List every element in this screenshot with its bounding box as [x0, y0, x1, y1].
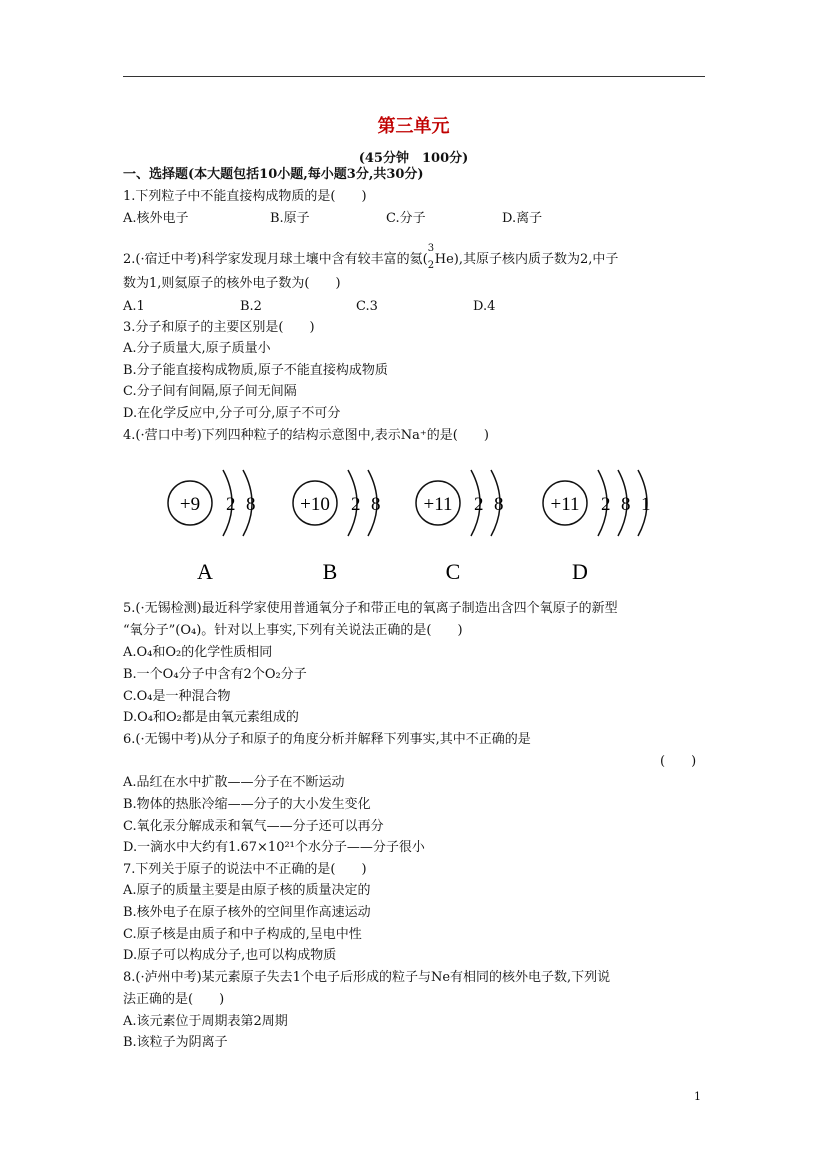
q6-option-c: C.氧化汞分解成汞和氧气——分子还可以再分 [123, 819, 384, 834]
isotope-mass: 3 [427, 243, 435, 254]
q2-option-b: B.2 [240, 299, 262, 314]
isotope-notation [427, 243, 454, 271]
diagram-label: D [572, 559, 588, 584]
q8-option-a: A.该元素位于周期表第2周期 [123, 1014, 288, 1029]
q6-option-d: D.一滴水中大约有1.67×10²¹个水分子——分子很小 [123, 840, 425, 855]
atomic-structure-diagrams [160, 448, 680, 588]
q8-stem-line2: 法正确的是( ) [123, 992, 225, 1007]
q4-stem: 4.(·营口中考)下列四种粒子的结构示意图中,表示Na⁺的是( ) [123, 428, 489, 443]
shell-electron-count: 2 [351, 494, 361, 515]
shell-electron-count: 2 [226, 494, 236, 515]
q5-option-b: B.一个O₄分子中含有2个O₂分子 [123, 667, 307, 682]
q2-stem-part2: ),其原子核内质子数为2,中子 [453, 252, 619, 267]
isotope-symbol: He [434, 252, 454, 267]
q8-option-b: B.该粒子为阴离子 [123, 1035, 228, 1050]
q2-stem-part1: 2.(·宿迁中考)科学家发现月球土壤中含有较丰富的氦( [123, 252, 428, 267]
nucleus-charge: +11 [423, 494, 453, 515]
nucleus-charge: +10 [300, 494, 330, 515]
header-rule [123, 76, 705, 77]
shell-electron-count: 2 [474, 494, 484, 515]
diagram-label: A [197, 559, 213, 584]
q1-stem: 1.下列粒子中不能直接构成物质的是( ) [123, 189, 367, 204]
shell-electron-count: 8 [621, 494, 631, 515]
page-subtitle: (45分钟 100分) [358, 151, 469, 166]
q5-option-c: C.O₄是一种混合物 [123, 689, 231, 704]
q7-option-a: A.原子的质量主要是由原子核的质量决定的 [123, 883, 371, 898]
q3-stem: 3.分子和原子的主要区别是( ) [123, 320, 315, 335]
nucleus-charge: +9 [179, 494, 201, 515]
page-number: 1 [694, 1090, 701, 1103]
q1-option-d: D.离子 [502, 211, 543, 226]
q7-option-b: B.核外电子在原子核外的空间里作高速运动 [123, 905, 371, 920]
q6-option-a: A.品红在水中扩散——分子在不断运动 [123, 775, 345, 790]
q5-stem-line1: 5.(·无锡检测)最近科学家使用普通氧分子和带正电的氧离子制造出含四个氧原子的新型 [123, 601, 618, 616]
shell-electron-count: 8 [246, 494, 256, 515]
diagram-label: B [322, 559, 338, 584]
structure-diagram-d [543, 470, 651, 584]
structure-diagram-svg [160, 448, 680, 588]
q1-option-c: C.分子 [386, 211, 426, 226]
q2-option-d: D.4 [473, 299, 496, 314]
q5-stem-line2: “氧分子”(O₄)。针对以上事实,下列有关说法正确的是( ) [123, 623, 463, 638]
structure-diagram-b [293, 470, 381, 584]
q1-option-b: B.原子 [270, 211, 310, 226]
q1-option-a: A.核外电子 [123, 211, 189, 226]
shell-electron-count: 8 [371, 494, 381, 515]
q5-option-a: A.O₄和O₂的化学性质相同 [123, 645, 273, 660]
q7-stem: 7.下列关于原子的说法中不正确的是( ) [123, 862, 367, 877]
q2-option-a: A.1 [123, 299, 145, 314]
shell-electron-count: 1 [641, 494, 651, 515]
q7-option-c: C.原子核是由质子和中子构成的,呈电中性 [123, 927, 362, 942]
shell-electron-count: 2 [601, 494, 611, 515]
q6-option-b: B.物体的热胀冷缩——分子的大小发生变化 [123, 797, 371, 812]
diagram-label: C [445, 559, 461, 584]
q3-option-a: A.分子质量大,原子质量小 [123, 341, 271, 356]
page-title: 第三单元 [377, 116, 450, 137]
q6-answer-paren: ( ) [660, 754, 697, 769]
q2-stem-line2: 数为1,则氦原子的核外电子数为( ) [123, 276, 341, 291]
q3-option-b: B.分子能直接构成物质,原子不能直接构成物质 [123, 363, 388, 378]
q8-stem-line1: 8.(·泸州中考)某元素原子失去1个电子后形成的粒子与Ne有相同的核外电子数,下列说 [123, 970, 611, 985]
isotope-atomic-number: 2 [427, 260, 435, 271]
structure-diagram-a [168, 470, 256, 584]
section-heading: 一、选择题(本大题包括10小题,每小题3分,共30分) [123, 167, 424, 182]
q7-option-d: D.原子可以构成分子,也可以构成物质 [123, 948, 337, 963]
q5-option-d: D.O₄和O₂都是由氧元素组成的 [123, 710, 299, 725]
q2-stem-line1 [123, 243, 619, 271]
shell-electron-count: 8 [494, 494, 504, 515]
nucleus-charge: +11 [550, 494, 580, 515]
structure-diagram-c [416, 470, 504, 584]
q6-stem: 6.(·无锡中考)从分子和原子的角度分析并解释下列事实,其中不正确的是 [123, 732, 531, 747]
q3-option-c: C.分子间有间隔,原子间无间隔 [123, 384, 297, 399]
q2-option-c: C.3 [356, 299, 378, 314]
q3-option-d: D.在化学反应中,分子可分,原子不可分 [123, 406, 341, 421]
